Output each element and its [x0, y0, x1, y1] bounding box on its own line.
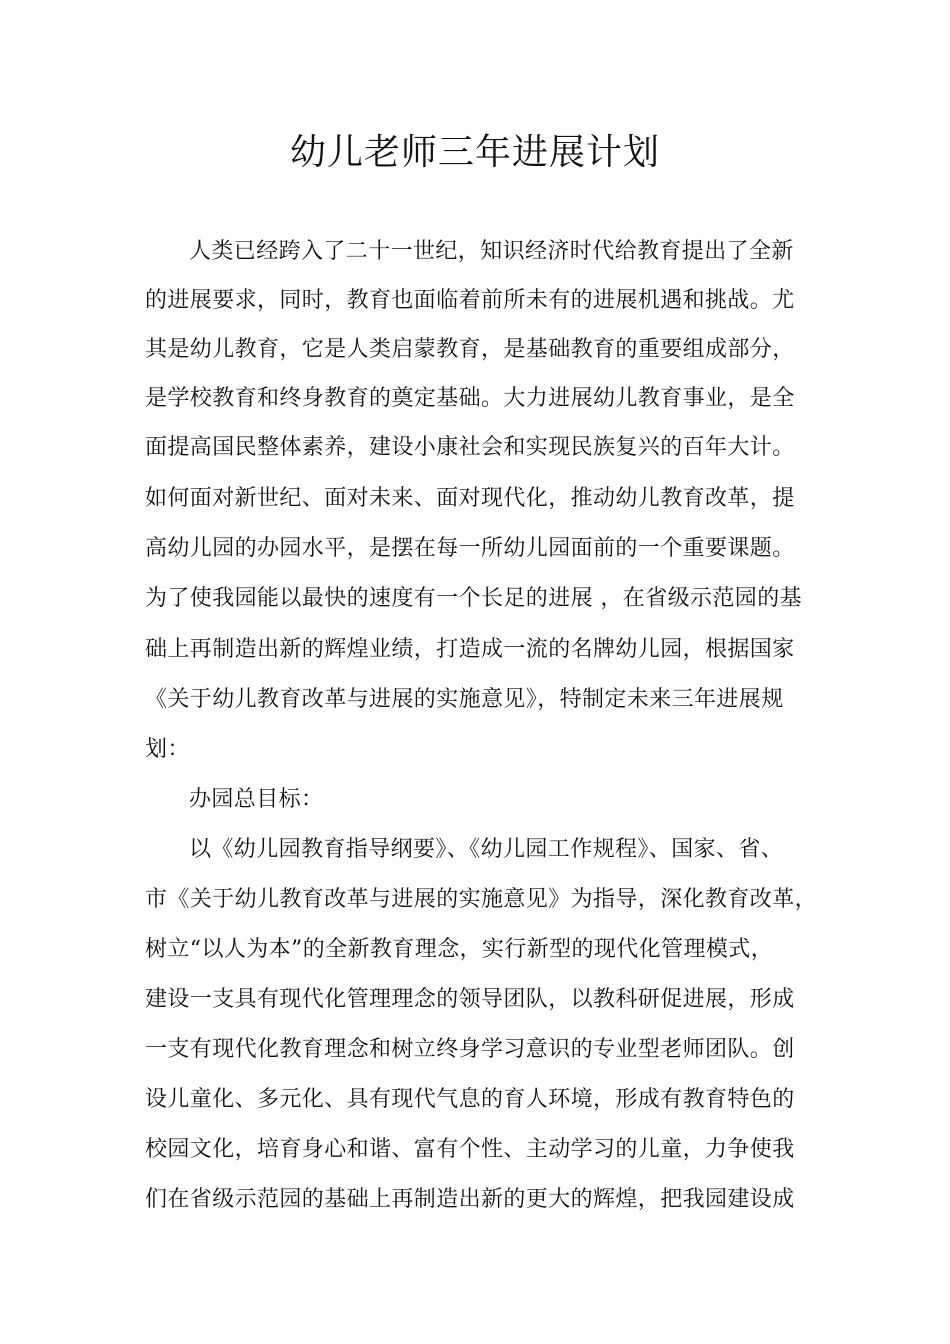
paragraph-line: 树立“以人为本”的全新教育理念，实行新型的现代化管理模式， [145, 937, 774, 962]
paragraph-line: 的进展要求，同时，教育也面临着前所未有的进展机遇和挑战。尤 [145, 288, 795, 313]
paragraph-line: 建设一支具有现代化管理理念的领导团队，以教科研促进展，形成 [145, 987, 795, 1012]
paragraph-line: 一支有现代化教育理念和树立终身学习意识的专业型老师团队。创 [145, 1037, 795, 1062]
paragraph-line: 其是幼儿教育，它是人类启蒙教育，是基础教育的重要组成部分， [145, 337, 795, 362]
section-heading: 办园总目标： [189, 787, 324, 812]
paragraph-line: 划： [145, 737, 190, 762]
paragraph-line: 设儿童化、多元化、具有现代气息的育人环境，形成有教育特色的 [145, 1087, 795, 1112]
paragraph-line: 础上再制造出新的辉煌业绩，打造成一流的名牌幼儿园，根据国家 [145, 637, 795, 662]
paragraph-line: 校园文化，培育身心和谐、富有个性、主动学习的儿童，力争使我 [145, 1137, 795, 1162]
paragraph-line: 面提高国民整体素养，建设小康社会和实现民族复兴的百年大计。 [145, 435, 795, 460]
paragraph-line: 是学校教育和终身教育的奠定基础。大力进展幼儿教育事业，是全 [145, 386, 795, 411]
paragraph-line: 市《关于幼儿教育改革与进展的实施意见》为指导，深化教育改革， [145, 887, 818, 912]
paragraph-line: 为了使我园能以最快的速度有一个长足的进展 ，在省级示范园的基 [145, 586, 802, 611]
paragraph-line: 人类已经跨入了二十一世纪，知识经济时代给教育提出了全新 [189, 239, 794, 264]
paragraph-line: 们在省级示范园的基础上再制造出新的更大的辉煌，把我园建设成 [145, 1187, 795, 1212]
paragraph-line: 高幼儿园的办园水平，是摆在每一所幼儿园面前的一个重要课题。 [145, 536, 795, 561]
paragraph-line: 如何面对新世纪、面对未来、面对现代化，推动幼儿教育改革，提 [145, 486, 795, 511]
paragraph-line: 以《幼儿园教育指导纲要》、《幼儿园工作规程》、国家、省、 [189, 837, 784, 862]
paragraph-line: 《关于幼儿教育改革与进展的实施意见》，特制定未来三年进展规 [145, 687, 784, 712]
document-title: 幼儿老师三年进展计划 [289, 132, 660, 173]
